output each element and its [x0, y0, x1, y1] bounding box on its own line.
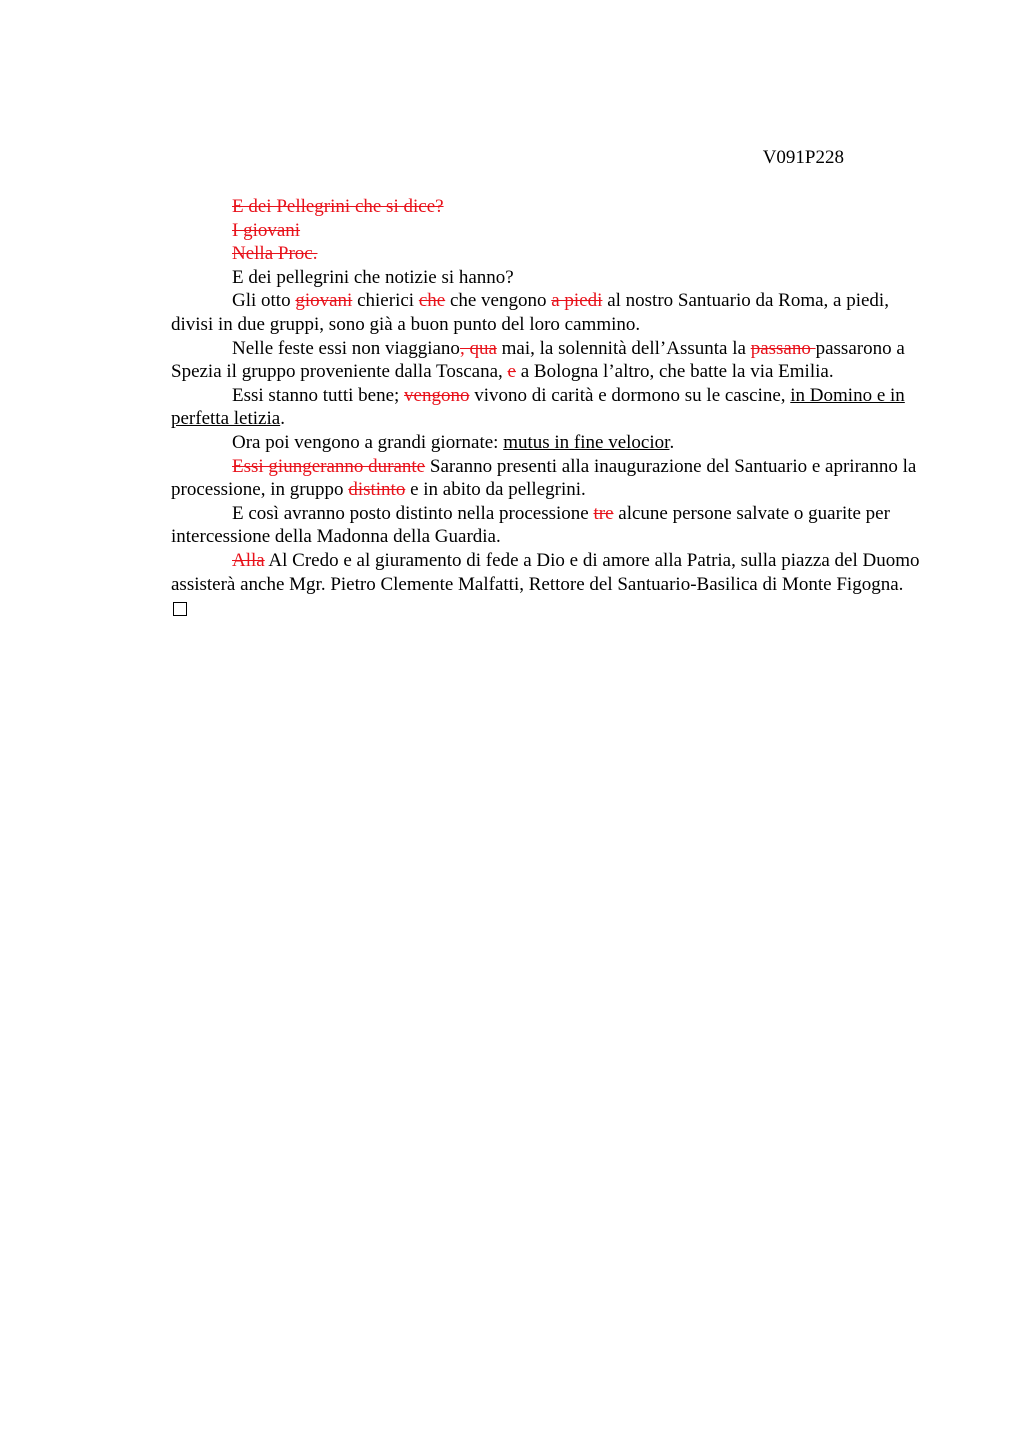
- text-segment: Gli otto: [232, 290, 296, 312]
- text-segment: alcune persone salvate o guarite per intercessione della Madonna della Guardia.: [171, 502, 890, 548]
- paragraph: [171, 242, 923, 266]
- deleted-text: vengono: [404, 384, 470, 406]
- text-segment: che vengono: [445, 290, 552, 312]
- text-segment: E dei pellegrini che notizie si hanno?: [232, 266, 514, 288]
- paragraph: [171, 431, 923, 455]
- deleted-text: passano: [750, 337, 816, 359]
- text-segment: vivono di carità e dormono su le cascine,: [469, 384, 791, 406]
- underlined-text: in Domino e in perfetta letizia: [171, 384, 905, 430]
- end-square-icon: [173, 602, 187, 616]
- deleted-text: e: [507, 361, 516, 383]
- text-segment: e in abito da pellegrini.: [405, 479, 586, 501]
- paragraph: [171, 195, 923, 219]
- paragraph: [171, 502, 923, 549]
- text-segment: Nelle feste essi non viaggiano: [232, 337, 460, 359]
- deleted-text: Nella Proc.: [232, 243, 318, 265]
- deleted-text: Alla: [232, 549, 265, 571]
- deleted-text: , qua: [459, 337, 497, 359]
- paragraph: [171, 337, 923, 384]
- text-segment: .: [669, 431, 675, 453]
- paragraph: [171, 289, 923, 336]
- deleted-text: tre: [593, 502, 614, 524]
- text-segment: chierici: [352, 290, 419, 312]
- deleted-text: E dei Pellegrini che si dice?: [232, 196, 444, 217]
- deleted-text: che: [418, 290, 446, 312]
- text-segment: .: [280, 408, 285, 430]
- deleted-text: giovani: [295, 290, 353, 312]
- paragraph: [171, 455, 923, 502]
- deleted-text: Essi giungeranno durante: [232, 455, 426, 477]
- text-segment: passarono a Spezia il gruppo proveniente dalla Toscana,: [171, 337, 905, 383]
- document-body: [171, 195, 923, 616]
- page-code: V091P228: [762, 147, 844, 168]
- deleted-text: a piedi: [551, 290, 603, 312]
- paragraph: [171, 549, 923, 596]
- deleted-text: I giovani: [232, 219, 301, 241]
- paragraph: [171, 219, 923, 243]
- deleted-text: distinto: [348, 479, 406, 501]
- text-segment: mai, la solennità dell’Assunta la: [496, 337, 751, 359]
- paragraph: [171, 266, 923, 290]
- text-segment: Essi stanno tutti bene;: [232, 384, 405, 406]
- text-segment: al nostro Santuario da Roma, a piedi, divisi in due gruppi, sono già a buon punto del loro cammino.: [171, 290, 889, 335]
- text-segment: Saranno presenti alla inaugurazione del Santuario e apriranno la processione, in gruppo: [171, 455, 917, 501]
- text-segment: Ora poi vengono a grandi giornate:: [232, 431, 504, 453]
- paragraph: [171, 384, 923, 431]
- text-segment: E così avranno posto distinto nella processione: [232, 502, 594, 524]
- text-segment: Al Credo e al giuramento di fede a Dio e di amore alla Patria, sulla piazza del Duomo assisterà anche Mgr. Pietro Clemente Malfatti, Rettore del Santuario-Basilica di Monte Figogna.: [171, 549, 920, 595]
- text-segment: a Bologna l’altro, che batte la via Emilia.: [515, 361, 834, 383]
- underlined-text: mutus in fine velocior: [503, 431, 670, 453]
